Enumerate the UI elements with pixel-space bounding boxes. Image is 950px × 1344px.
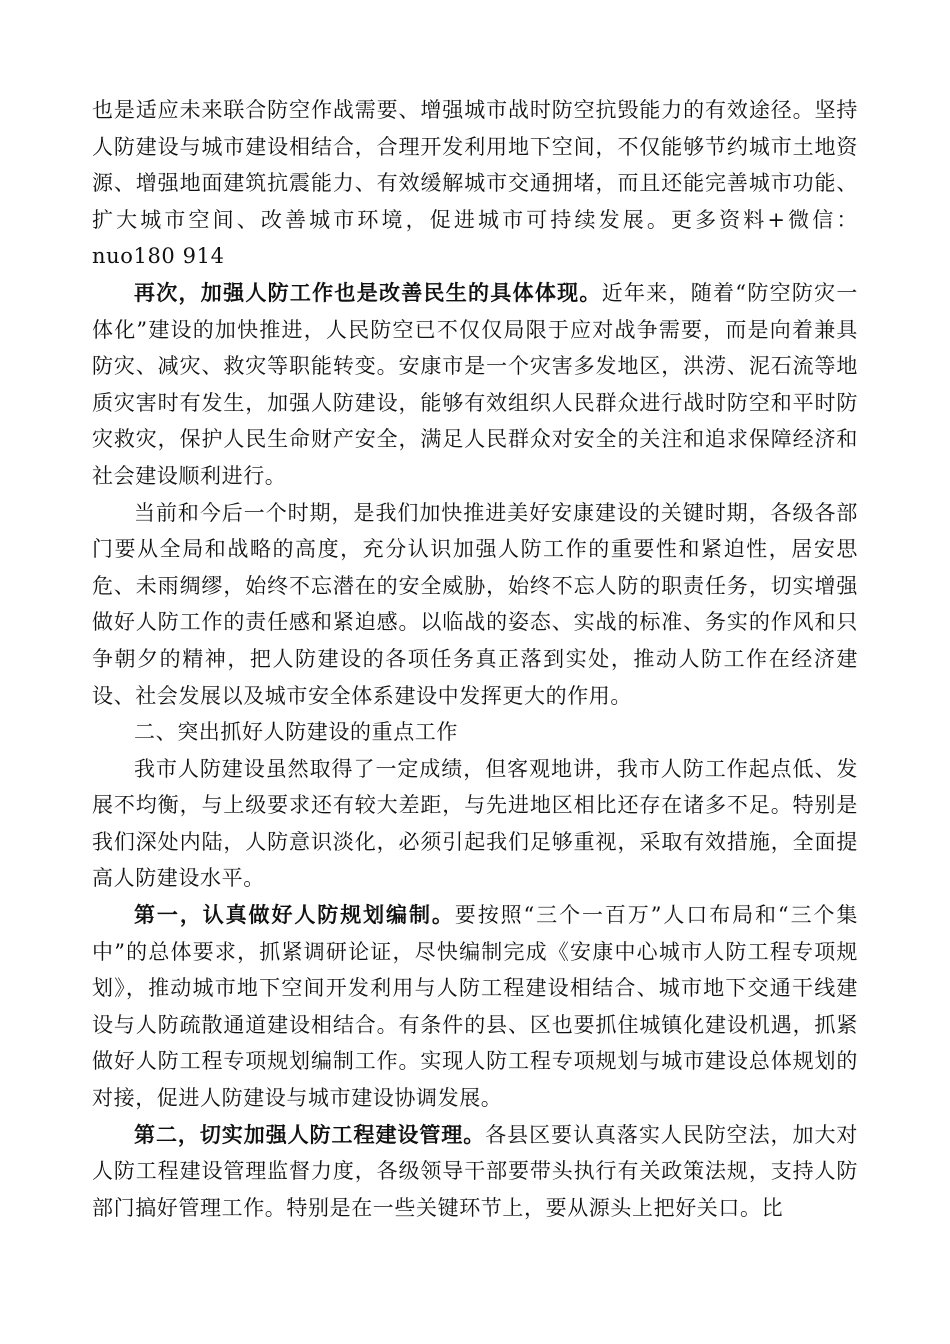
section-heading: 二、突出抓好人防建设的重点工作 (134, 720, 458, 745)
paragraph-6 (92, 1117, 858, 1227)
paragraph-2 (92, 275, 858, 495)
paragraph-1 (92, 92, 858, 275)
paragraph-lead: 第一，认真做好人防规划编制。 (134, 902, 455, 928)
paragraph-5 (92, 897, 858, 1117)
paragraph-text: 要按照“三个一百万”人口布局和“三个集中”的总体要求，抓紧调研论证，尽快编制完成《安康中心城市人防工程专项规划》，推动城市地下空间开发利用与人防工程建设相结合、城市地下交通干线建设与人防疏散通道建设相结合。有条件的县、区也要抓住城镇化建设机遇，抓紧做好人防工程专项规划编制工作。实现人防工程专项规划与城市建设总体规划的对接，促进人防建设与城市建设协调发展。 (92, 903, 859, 1111)
paragraph-text: 当前和今后一个时期，是我们加快推进美好安康建设的关键时期，各级各部门要从全局和战略的高度，充分认识加强人防工作的重要性和紧迫性，居安思危、未雨绸缪，始终不忘潜在的安全威胁，始终不忘人防的职责任务，切实增强做好人防工作的责任感和紧迫感。以临战的姿态、实战的标准、务实的作风和只争朝夕的精神，把人防建设的各项任务真正落到实处，推动人防工作在经济建设、社会发展以及城市安全体系建设中发挥更大的作用。 (92, 500, 858, 708)
paragraph-text: 近年来，随着“防空防灾一体化”建设的加快推进，人民防空已不仅仅局限于应对战争需要，而是向着兼具防灾、减灾、救灾等职能转变。安康市是一个灾害多发地区，洪涝、泥石流等地质灾害时有发生，加强人防建设，能够有效组织人民群众进行战时防空和平时防灾救灾，保护人民生命财产安全，满足人民群众对安全的关注和追求保障经济和社会建设顺利进行。 (92, 280, 858, 488)
paragraph-3 (92, 495, 858, 715)
paragraph-text: 也是适应未来联合防空作战需要、增强城市战时防空抗毁能力的有效途径。坚持人防建设与城市建设相结合，合理开发利用地下空间，不仅能够节约城市土地资源、增强地面建筑抗震能力、有效缓解城市交通拥堵，而且还能完善城市功能、扩大城市空间、改善城市环境，促进城市可持续发展。更多资料+微信：nuo180 914 (92, 98, 858, 269)
paragraph-text: 我市人防建设虽然取得了一定成绩，但客观地讲，我市人防工作起点低、发展不均衡，与上级要求还有较大差距，与先进地区相比还存在诸多不足。特别是我们深处内陆，人防意识淡化，必须引起我们足够重视，采取有效措施，全面提高人防建设水平。 (92, 756, 858, 891)
document-body (92, 92, 858, 1226)
paragraph-4 (92, 751, 858, 897)
paragraph-lead: 再次，加强人防工作也是改善民生的具体体现。 (134, 279, 602, 305)
paragraph-text: 各县区要认真落实人民防空法，加大对人防工程建设管理监督力度，各级领导干部要带头执行有关政策法规，支持人防部门搞好管理工作。特别是在一些关键环节上，要从源头上把好关口。比 (92, 1122, 858, 1220)
paragraph-lead: 第二，切实加强人防工程建设管理。 (134, 1121, 486, 1147)
